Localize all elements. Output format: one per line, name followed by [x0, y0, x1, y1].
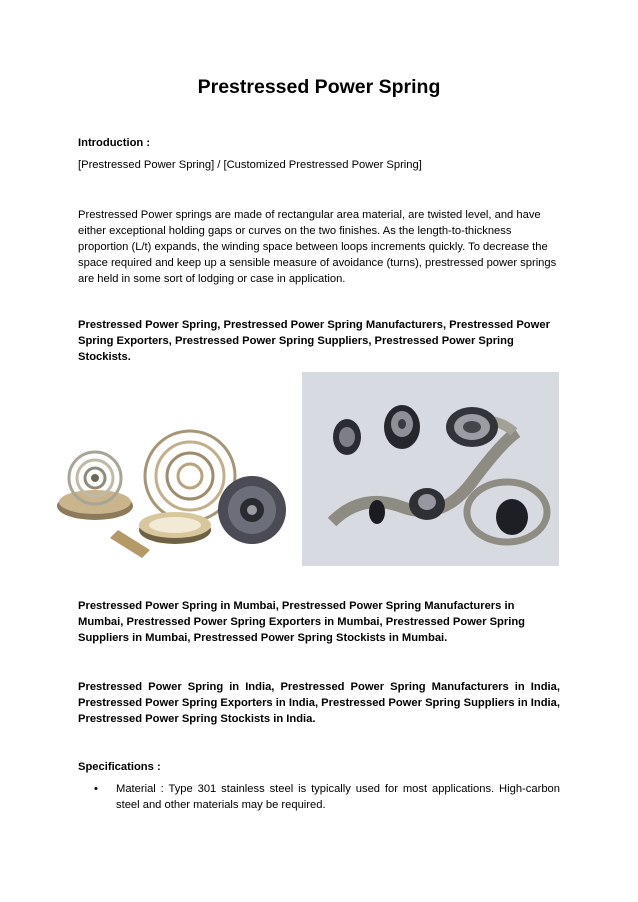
intro-links: [Prestressed Power Spring] / [Customized Prestressed Power Spring] — [78, 159, 422, 171]
specifications-list — [78, 781, 560, 813]
specifications-heading: Specifications : — [78, 761, 161, 773]
spring-photo-right — [302, 372, 559, 566]
spring-photo-left — [40, 418, 290, 568]
spec-material: Material : Type 301 stainless steel is typically used for most applications. High-carbon steel and other materials may be required. — [116, 783, 560, 811]
intro-paragraph: Prestressed Power springs are made of rectangular area material, are twisted level, and have either exceptional holding gaps or curves on the two finishes. As the length-to-thickness proportion (L/t) expands, the winding space between loops increments quickly. To decrease the space required and keep up a sensible measure of avoidance (turns), prestressed power springs are held in some sort of lodging or case in application. — [78, 209, 557, 285]
list-item — [78, 781, 560, 813]
springs-illustration-left — [40, 418, 290, 568]
page-title: Prestressed Power Spring — [197, 76, 441, 98]
keywords-mumbai: Prestressed Power Spring in Mumbai, Prestressed Power Spring Manufacturers in Mumbai, Prestressed Power Spring Exporters in Mumbai, Prestressed Power Spring Suppliers in Mumbai, Prestressed Power Spring Stockists in Mumbai. — [78, 600, 526, 644]
bullet-icon: • — [94, 783, 98, 795]
keywords-general: Prestressed Power Spring, Prestressed Power Spring Manufacturers, Prestressed Power Spring Exporters, Prestressed Power Spring Suppliers, Prestressed Power Spring Stockists. — [78, 319, 550, 363]
springs-illustration-right — [302, 372, 559, 566]
intro-heading: Introduction : — [78, 137, 151, 149]
keywords-india: Prestressed Power Spring in India, Prestressed Power Spring Manufacturers in India, Prestressed Power Spring Exporters in India, Prestressed Power Spring Suppliers in India, Prestressed Power Spring Stockists in India. — [78, 681, 560, 725]
